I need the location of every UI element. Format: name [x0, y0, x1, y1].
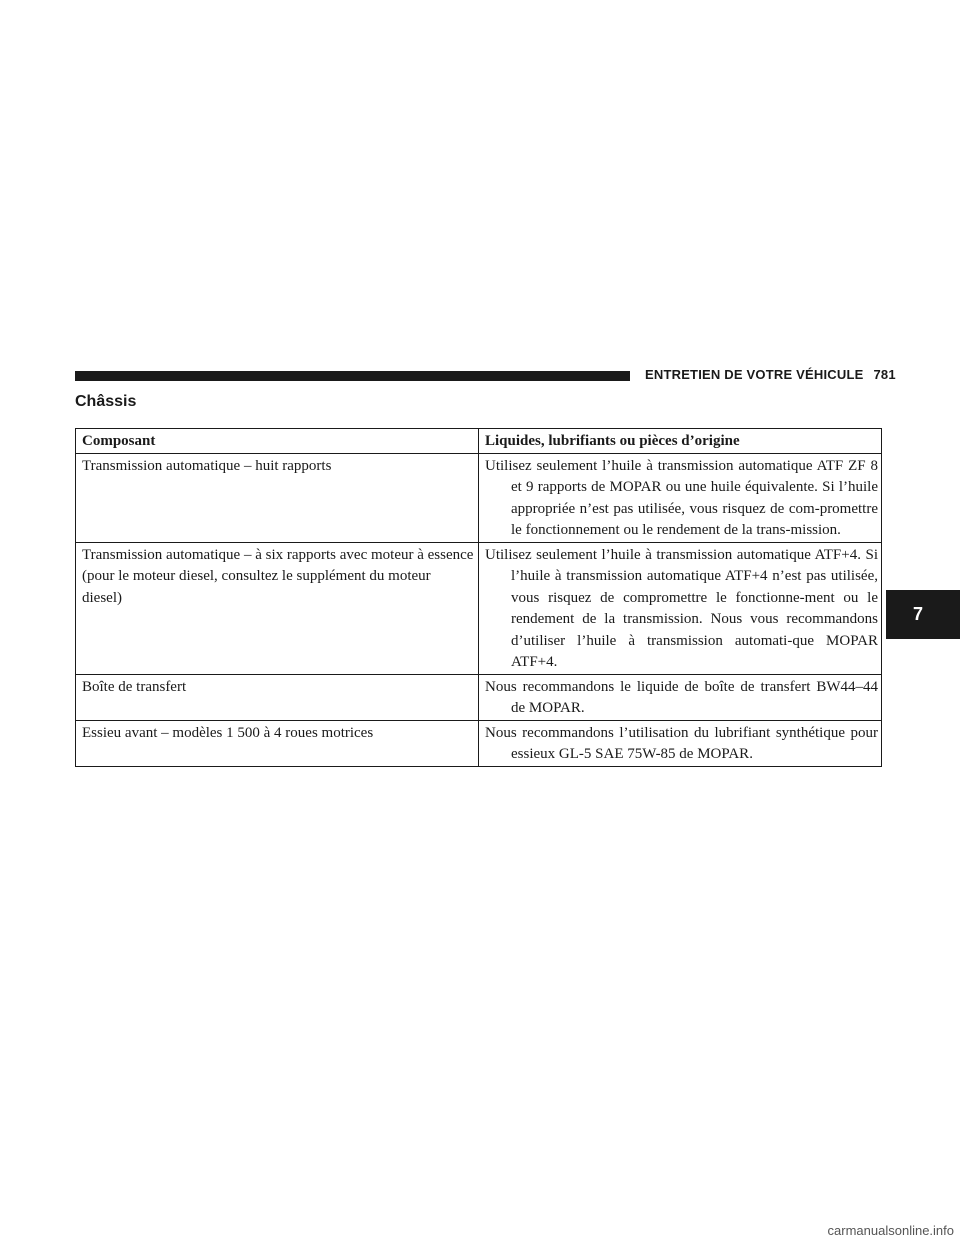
fluids-table	[75, 428, 882, 767]
table-header-row	[76, 429, 882, 454]
component-cell: Transmission automatique – à six rapports avec moteur à essence (pour le moteur diesel, consultez le supplément du moteur diesel)	[76, 542, 479, 674]
column-header-component: Composant	[76, 429, 479, 454]
fluid-text: Utilisez seulement l’huile à transmission automatique ATF+4. Si l’huile à transmission automatique ATF+4 n’est pas utilisée, vous risquez de compromettre le fonctionne-ment ou le rendement de la transmission. Nous vous recommandons d’utiliser l’huile à transmission automati-que MOPAR ATF+4.	[485, 546, 878, 670]
table-row	[76, 674, 882, 720]
fluid-text: Nous recommandons le liquide de boîte de transfert BW44–44 de MOPAR.	[485, 678, 878, 716]
table-row	[76, 542, 882, 674]
header-section-label: ENTRETIEN DE VOTRE VÉHICULE	[645, 367, 864, 382]
table-row	[76, 453, 882, 542]
component-cell: Boîte de transfert	[76, 674, 479, 720]
header-rule	[75, 371, 630, 381]
component-cell: Essieu avant – modèles 1 500 à 4 roues motrices	[76, 720, 479, 766]
section-title: Châssis	[75, 393, 137, 410]
chapter-tab	[886, 590, 960, 639]
watermark-link[interactable]: carmanualsonline.info	[827, 1223, 954, 1238]
fluid-cell	[479, 674, 882, 720]
fluid-cell	[479, 720, 882, 766]
chapter-number: 7	[912, 604, 923, 624]
component-cell: Transmission automatique – huit rapports	[76, 453, 479, 542]
fluid-cell	[479, 453, 882, 542]
running-header	[645, 367, 896, 382]
fluid-cell	[479, 542, 882, 674]
column-header-fluids: Liquides, lubrifiants ou pièces d’origine	[479, 429, 882, 454]
fluid-text: Nous recommandons l’utilisation du lubrifiant synthétique pour essieux GL-5 SAE 75W-85 de MOPAR.	[485, 724, 878, 762]
fluid-text: Utilisez seulement l’huile à transmission automatique ATF ZF 8 et 9 rapports de MOPAR ou une huile équivalente. Si l’huile appropriée n’est pas utilisée, vous risquez de com-promettre le fonctionnement ou le rendement de la trans-mission.	[485, 457, 878, 538]
page-number: 781	[873, 367, 896, 382]
table-row	[76, 720, 882, 766]
